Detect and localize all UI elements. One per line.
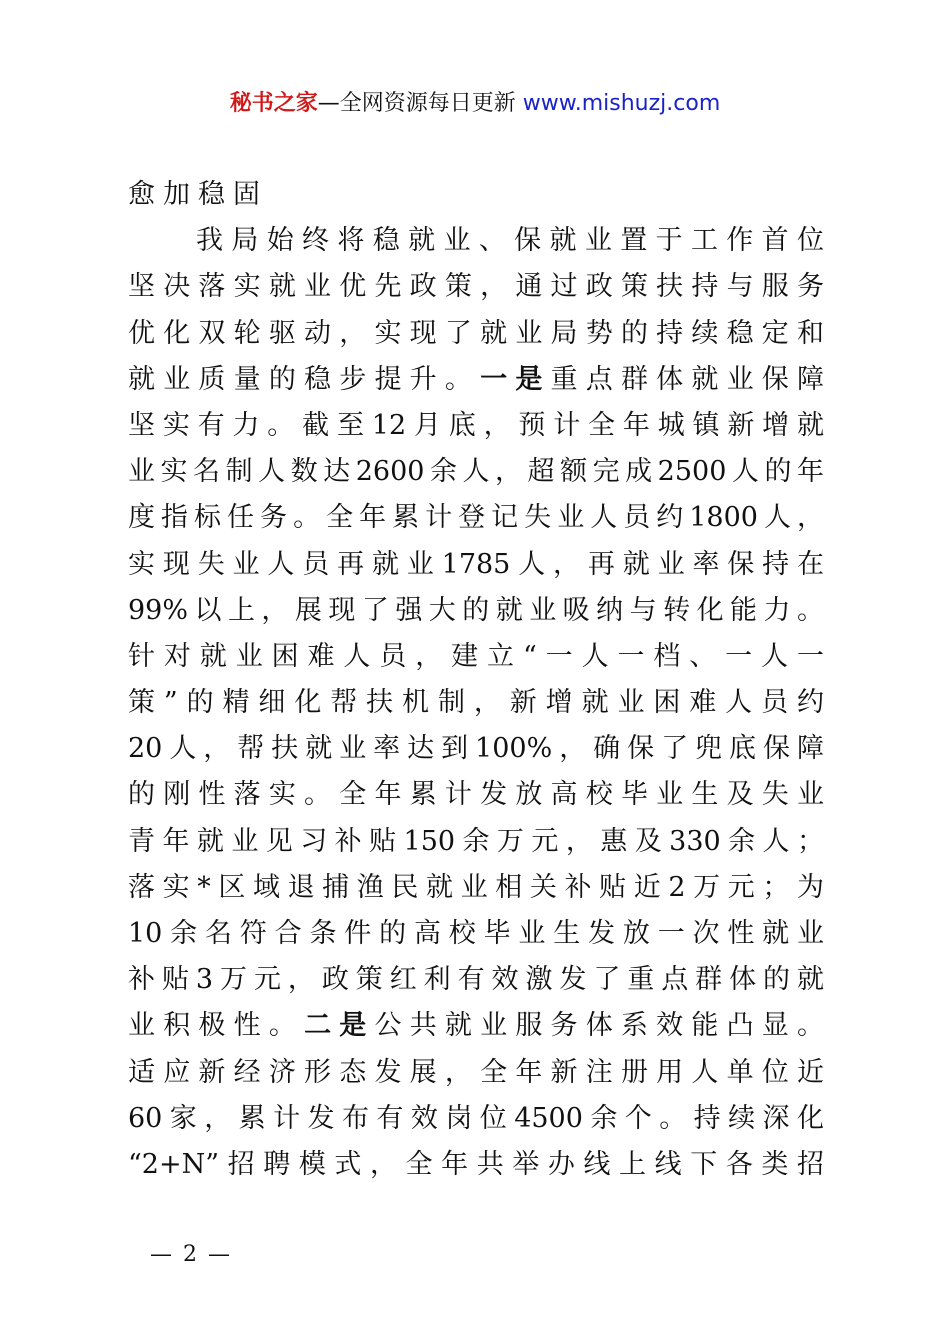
body-line: 针对就业困难人员，建立“一人一档、一人一	[128, 640, 824, 672]
bold-heading: 二是	[304, 1010, 375, 1042]
website-url[interactable]: www.mishuzj.com	[522, 91, 721, 116]
body-line	[128, 1003, 824, 1049]
bold-heading: 一是	[480, 363, 551, 395]
body-line: 60家，累计发布有效岗位4500余个。持续深化	[128, 1102, 824, 1134]
body-line: 业实名制人数达2600余人，超额完成2500人的年	[128, 456, 824, 488]
body-line: 愈加稳固	[128, 179, 268, 210]
header-slogan: —全网资源每日更新	[317, 91, 523, 116]
body-line: 我局始终将稳就业、保就业置于工作首位	[196, 225, 824, 257]
body-line: 实现失业人员再就业1785人，再就业率保持在	[128, 548, 824, 580]
body-line: 坚决落实就业优先政策，通过政策扶持与服务	[128, 271, 824, 303]
body-line: 适应新经济形态发展，全年新注册用人单位近	[128, 1056, 824, 1088]
body-line: 策”的精细化帮扶机制，新增就业困难人员约	[128, 687, 824, 719]
body-line: 青年就业见习补贴150余万元，惠及330余人；	[128, 825, 824, 857]
body-line	[128, 357, 824, 403]
page-number: — 2 —	[150, 1242, 232, 1267]
body-line: 优化双轮驱动，实现了就业局势的持续稳定和	[128, 317, 824, 349]
body-line: 度指标任务。全年累计登记失业人员约1800人，	[128, 502, 824, 534]
body-line: 落实*区域退捕渔民就业相关补贴近2万元；为	[128, 871, 824, 903]
body-line: 10余名符合条件的高校毕业生发放一次性就业	[128, 918, 824, 949]
body-line: “2+N”招聘模式，全年共举办线上线下各类招	[128, 1148, 824, 1180]
body-line: 20人，帮扶就业率达到100%，确保了兜底保障	[128, 733, 824, 765]
body-text-segment: 就业质量的稳步提升。	[128, 363, 481, 395]
body-line: 补贴3万元，政策红利有效激发了重点群体的就	[128, 964, 824, 996]
body-line: 的刚性落实。全年累计发放高校毕业生及失业	[128, 779, 824, 811]
brand-name: 秘书之家	[229, 91, 318, 116]
document-body	[128, 172, 824, 1188]
body-line: 坚实有力。截至12月底，预计全年城镇新增就	[128, 409, 824, 441]
body-text-segment: 公共就业服务体系效能凸显。	[374, 1010, 824, 1042]
body-text-segment: 重点群体就业保障	[550, 363, 824, 395]
body-line: 99%以上，展现了强大的就业吸纳与转化能力。	[128, 594, 824, 626]
document-header	[0, 88, 950, 120]
body-text-segment: 业积极性。	[128, 1010, 305, 1042]
